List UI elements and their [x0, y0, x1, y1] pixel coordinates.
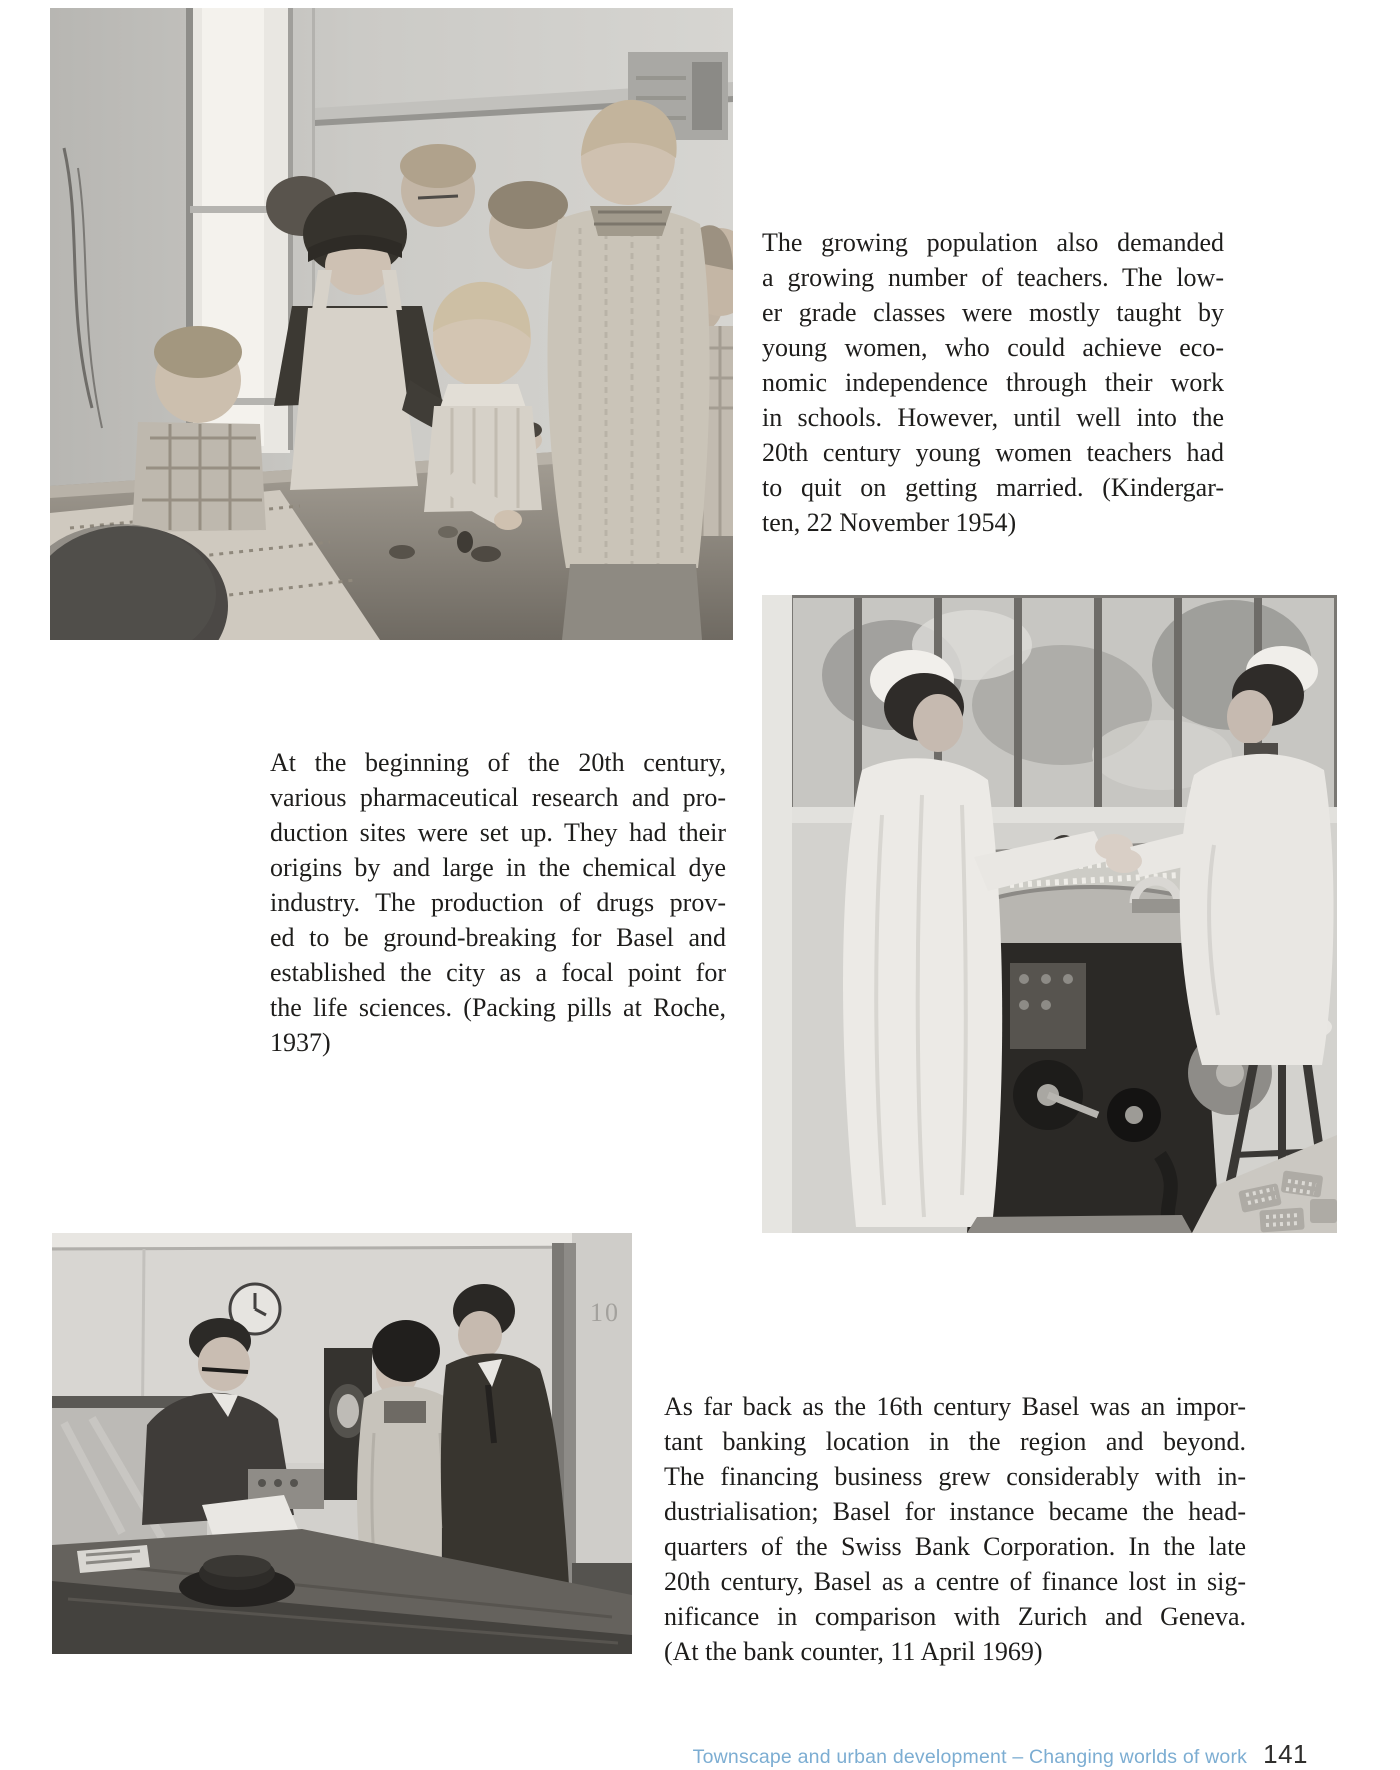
kindergarten-illustration [50, 8, 733, 640]
text-line: nomic independence through their work [762, 368, 1224, 397]
child-with-glasses [400, 144, 476, 227]
text-line: nificance in comparison with Zurich and Geneva. [664, 1602, 1246, 1631]
text-line: 1937) [270, 1028, 331, 1057]
text-line: The growing population also demanded [762, 228, 1224, 257]
text-line: The financing business grew considerably with in- [664, 1462, 1246, 1491]
photo-kindergarten-1954 [50, 8, 733, 640]
text-line: dustrialisation; Basel for instance became the head- [664, 1497, 1246, 1526]
side-wall [762, 595, 792, 1233]
boy-center [424, 282, 542, 530]
text-line: industry. The production of drugs prov- [270, 888, 726, 917]
bank-illustration [52, 1233, 632, 1654]
text-line: quarters of the Swiss Bank Corporation. In the late [664, 1532, 1246, 1561]
floor [967, 1215, 1192, 1233]
text-line: 20th century, Basel as a centre of finance lost in sig- [664, 1567, 1246, 1596]
text-line: ten, 22 November 1954) [762, 508, 1017, 537]
text-line: duction sites were set up. They had their [270, 818, 726, 847]
page-footer [693, 1739, 1308, 1770]
text-line: At the beginning of the 20th century, [270, 748, 726, 777]
text-line: established the city as a focal point for [270, 958, 726, 987]
photo-bank-1969 [52, 1233, 632, 1654]
text-line: er grade classes were mostly taught by [762, 298, 1224, 327]
text-line: ed to be ground-breaking for Basel and [270, 923, 726, 952]
ceiling-line [52, 1247, 632, 1249]
text-line: young women, who could achieve eco- [762, 333, 1224, 362]
page-number: 141 [1263, 1739, 1308, 1769]
counter-number-sign: 10 [590, 1298, 620, 1327]
text-line: origins by and large in the chemical dye [270, 853, 726, 882]
text-line: As far back as the 16th century Basel was an impor- [664, 1392, 1246, 1421]
text-line: a growing number of teachers. The low- [762, 263, 1224, 292]
caption-banking [664, 1389, 1246, 1669]
text-line: (At the bank counter, 11 April 1969) [664, 1637, 1043, 1666]
caption-pharma [270, 745, 726, 1060]
caption-teachers [762, 225, 1224, 540]
roche-illustration [762, 595, 1337, 1233]
footer-section-title: Townscape and urban development – Changing worlds of work [692, 1746, 1248, 1768]
text-line: to quit on getting married. (Kindergar- [762, 473, 1224, 502]
text-line: in schools. However, until well into the [762, 403, 1224, 432]
text-line: the life sciences. (Packing pills at Roche, [270, 993, 726, 1022]
text-line: various pharmaceutical research and pro- [270, 783, 726, 812]
ceiling [52, 1233, 632, 1247]
text-line: 20th century young women teachers had [762, 438, 1224, 467]
text-line: tant banking location in the region and beyond. [664, 1427, 1246, 1456]
photo-roche-1937 [762, 595, 1337, 1233]
